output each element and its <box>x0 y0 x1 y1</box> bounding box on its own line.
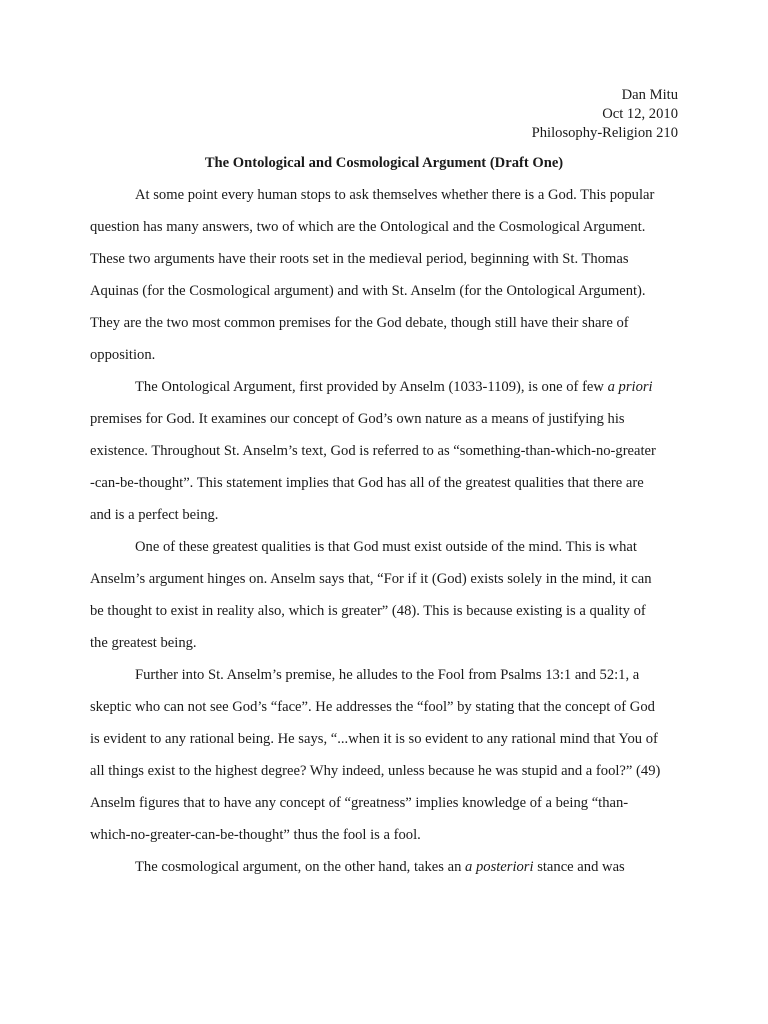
course-name: Philosophy-Religion 210 <box>531 125 678 141</box>
document-title: The Ontological and Cosmological Argument (Draft One) <box>204 155 564 171</box>
text-line: the greatest being. <box>90 635 197 651</box>
text-span: The cosmological argument, on the other hand, takes an <box>135 859 466 875</box>
text-line: Anselm’s argument hinges on. Anselm says that, “For if it (God) exists solely in the mind, it can <box>90 571 652 587</box>
paragraph-2 <box>90 371 690 531</box>
text-line: which-no-greater-can-be-thought” thus the fool is a fool. <box>90 827 421 843</box>
document-date: Oct 12, 2010 <box>602 106 678 122</box>
text-line: Anselm figures that to have any concept of “greatness” implies knowledge of a being “than- <box>90 795 629 811</box>
text-line: They are the two most common premises for the God debate, though still have their share of <box>90 315 629 331</box>
paragraph-5 <box>90 851 690 883</box>
text-line: and is a perfect being. <box>90 507 219 523</box>
text-line: These two arguments have their roots set in the medieval period, beginning with St. Thomas <box>90 251 629 267</box>
document-body <box>90 179 690 883</box>
text-line: existence. Throughout St. Anselm’s text, God is referred to as “something-than-which-no-greater <box>90 443 656 459</box>
italic-term: a priori <box>607 379 653 395</box>
text-span: The Ontological Argument, first provided by Anselm (1033-1109), is one of few <box>135 379 608 395</box>
text-line: -can-be-thought”. This statement implies that God has all of the greatest qualities that there are <box>90 475 644 491</box>
text-line: skeptic who can not see God’s “face”. He addresses the “fool” by stating that the concept of God <box>90 699 655 715</box>
paragraph-3 <box>90 531 690 659</box>
text-line: premises for God. It examines our concept of God’s own nature as a means of justifying his <box>90 411 625 427</box>
paragraph-1 <box>90 179 690 371</box>
text-line: Aquinas (for the Cosmological argument) and with St. Anselm (for the Ontological Argument). <box>90 283 646 299</box>
text-line: be thought to exist in reality also, which is greater” (48). This is because existing is a quality of <box>90 603 646 619</box>
text-line: all things exist to the highest degree? Why indeed, unless because he was stupid and a fool?” (49) <box>90 763 661 779</box>
text-line: At some point every human stops to ask themselves whether there is a God. This popular <box>135 187 655 203</box>
text-line <box>90 851 690 883</box>
text-span: stance and was <box>533 859 625 875</box>
italic-term: a posteriori <box>465 859 534 875</box>
text-line: opposition. <box>90 347 156 363</box>
paragraph-4 <box>90 659 690 851</box>
document-header <box>532 86 678 143</box>
text-line: One of these greatest qualities is that God must exist outside of the mind. This is what <box>135 539 637 555</box>
author-name: Dan Mitu <box>621 87 678 103</box>
text-line: is evident to any rational being. He says, “...when it is so evident to any rational mind that You of <box>90 731 658 747</box>
text-line: question has many answers, two of which are the Ontological and the Cosmological Argument. <box>90 219 646 235</box>
text-line: Further into St. Anselm’s premise, he alludes to the Fool from Psalms 13:1 and 52:1, a <box>135 667 640 683</box>
text-line <box>90 371 690 403</box>
